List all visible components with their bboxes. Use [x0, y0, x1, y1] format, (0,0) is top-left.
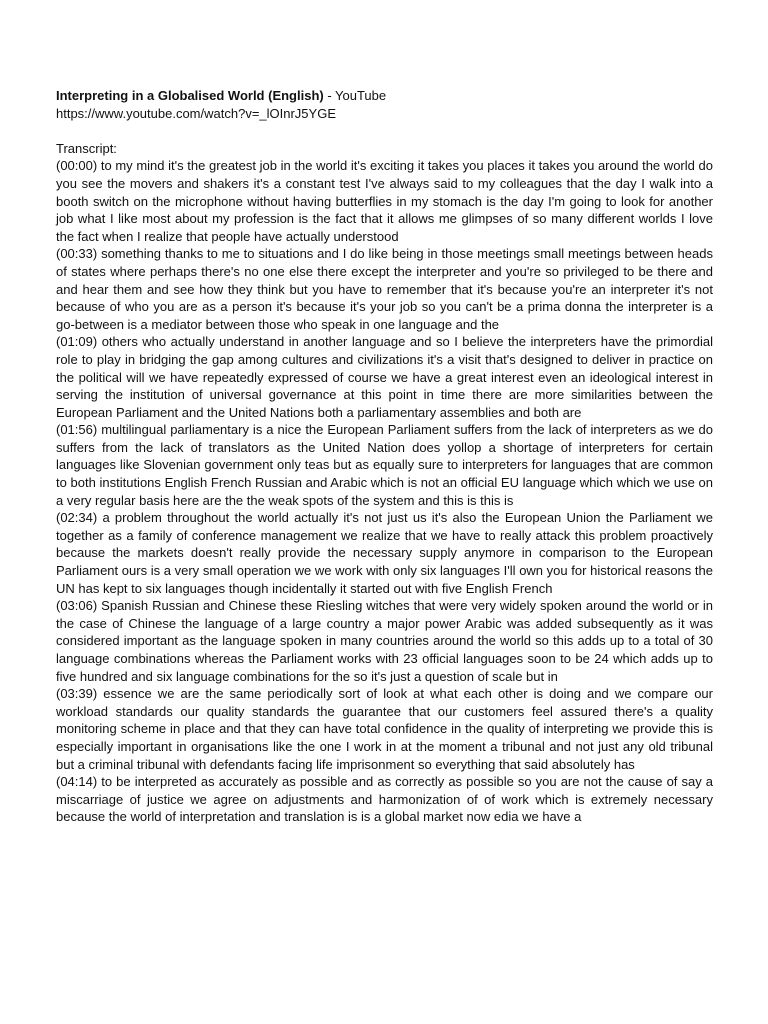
- segment-timestamp: (01:56): [56, 422, 98, 438]
- transcript-segment: [56, 333, 713, 421]
- segment-text: multilingual parliamentary is a nice the European Parliament suffers from the lack of interpreters as we do suffers from the lack of translators as the United Nation does yollop a shortage of interpreters for certain languages like Slovenian government only teas but as equally sure to interpreters for languages that are common to both institutions English French Russian and Arabic which is not an official EU language which which we use on a very regular basis here are the the weak spots of the system and this is this is: [56, 422, 713, 508]
- segment-text: a problem throughout the world actually it's not just us it's also the European Union the Parliament we together as a family of conference management we realize that we have to really attack this problem proactively because the markets doesn't really provide the necessary supply anymore in comparison to the European Parliament ours is a very small operation we we work with only six languages I'll own you for historical reasons the UN has kept to six languages though incidentally it started out with five English French: [56, 510, 713, 596]
- transcript-segment: [56, 685, 713, 773]
- video-url-link[interactable]: https://www.youtube.com/watch?v=_lOInrJ5YGE: [56, 105, 336, 121]
- transcript-body: [56, 157, 713, 826]
- segment-timestamp: (00:33): [56, 246, 98, 262]
- segment-text: essence we are the same periodically sort of look at what each other is doing and we compare our workload standards our quality standards the guarantee that our customers feel assured there's a quality monitoring scheme in place and that they can have total confidence in the quality of interpreting we provide this is especially important in organisations like the one I work in at the moment a tribunal and not just any old tribunal but a criminal tribunal with defendants facing life imprisonment so everything that said absolutely has: [56, 686, 713, 772]
- segment-text: to my mind it's the greatest job in the world it's exciting it takes you places it takes you around the world do you see the movers and shakers it's a constant test I've always said to my colleagues that the day I walk into a booth switch on the microphone without having butterflies in my stomach is the day I'm going to look for another job what I like most about my profession is the fact that it allows me glimpses of so many different worlds I love the fact when I realize that people have actually understood: [56, 158, 713, 244]
- document-page: [56, 87, 713, 826]
- segment-text: to be interpreted as accurately as possible and as correctly as possible so you are not the cause of say a miscarriage of justice we agree on adjustments and harmonization of of work which is extremely necessary because the world of interpretation and translation is is a global market now edia we have a: [56, 774, 714, 825]
- video-title: Interpreting in a Globalised World (English): [56, 88, 324, 103]
- title-suffix: - YouTube: [323, 88, 387, 103]
- transcript-segment: [56, 421, 713, 509]
- transcript-label: Transcript:: [56, 140, 117, 156]
- transcript-segment: [56, 597, 713, 685]
- blank-line: [56, 122, 713, 140]
- segment-timestamp: (01:09): [56, 334, 98, 350]
- segment-text: something thanks to me to situations and I do like being in those meetings small meetings between heads of states where perhaps there's no one else there except the interpreter and you're so privileged to be there and and hear them and see how they think but you have to remember that it's because you're an interpreter it's not because of who you are as a person it's because it's your job so you can't be a prima donna the interpreter is a go-between is a mediator between those who speak in one language and the: [56, 246, 713, 332]
- segment-text: Spanish Russian and Chinese these Riesling witches that were very widely spoken around the world or in the case of Chinese the language of a large country a major power Arabic was added subsequently as it was considered important as the language spoken in many countries around the world so this adds up to a total of 30 language combinations whereas the Parliament works with 23 official languages soon to be 24 which adds up to five hundred and six language combinations for the so it's just a question of scale but in: [56, 598, 713, 684]
- segment-timestamp: (03:39): [56, 686, 98, 702]
- transcript-segment: [56, 773, 713, 826]
- segment-timestamp: (00:00): [56, 158, 98, 174]
- transcript-segment: [56, 245, 713, 333]
- document-heading: [56, 87, 713, 105]
- segment-timestamp: (03:06): [56, 598, 98, 614]
- segment-text: others who actually understand in another language and so I believe the interpreters have the primordial role to play in bridging the gap among cultures and civilizations it's a visit that's designed to deliver in practice on the political will we have repeatedly expressed of course we have a great interest even an ideological interest in serving the institution of universal governance at this point in time there are more similarities between the European Parliament and the United Nations both a parliamentary assemblies and both are: [56, 334, 713, 420]
- transcript-segment: [56, 509, 713, 597]
- video-url-line: [56, 105, 713, 123]
- transcript-segment: [56, 157, 713, 245]
- segment-timestamp: (02:34): [56, 510, 98, 526]
- segment-timestamp: (04:14): [56, 774, 98, 790]
